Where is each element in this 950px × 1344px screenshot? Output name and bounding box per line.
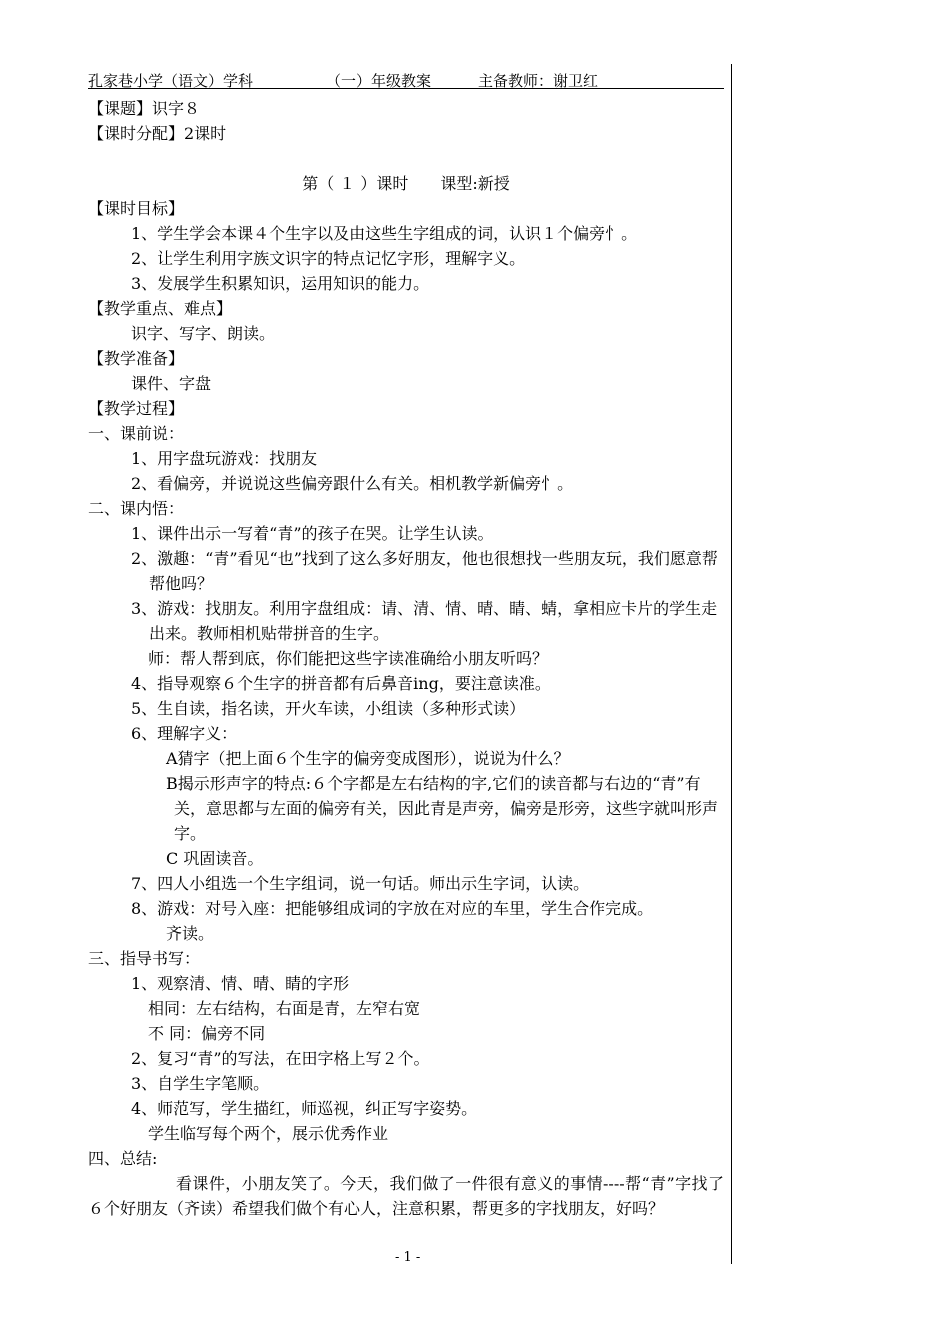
section-2-item: 4、指导观察６个生字的拼音都有后鼻音ing，要注意读准。 bbox=[131, 674, 551, 693]
section-3-detail: 不 同：偏旁不同 bbox=[148, 1024, 266, 1043]
section-2-item: 7、四人小组选一个生字组词，说一句话。师出示生字词，认读。 bbox=[131, 874, 590, 893]
lesson-topic: 【课题】识字８ bbox=[88, 99, 201, 118]
key-points-text: 识字、写字、朗读。 bbox=[131, 324, 276, 343]
section-3-detail: 学生临写每个两个，展示优秀作业 bbox=[148, 1124, 389, 1143]
preparation-text: 课件、字盘 bbox=[131, 374, 212, 393]
section-4-title: 四、总结: bbox=[88, 1149, 158, 1168]
section-3-item: 4、师范写，学生描红，师巡视，纠正写字姿势。 bbox=[131, 1099, 478, 1118]
section-3-detail: 相同：左右结构，右面是青，左窄右宽 bbox=[148, 999, 421, 1018]
header-school: 孔家巷小学（语文）学科 bbox=[88, 72, 254, 90]
section-2-title: 二、课内悟： bbox=[88, 499, 185, 518]
preparation-heading: 【教学准备】 bbox=[88, 349, 185, 368]
section-2-teacher-line: 师：帮人帮到底，你们能把这些字读准确给小朋友听吗？ bbox=[148, 649, 549, 668]
section-3-item: 1、观察清、情、晴、睛的字形 bbox=[131, 974, 350, 993]
process-heading: 【教学过程】 bbox=[88, 399, 185, 418]
page-number: - 1 - bbox=[395, 1250, 421, 1265]
section-1-item: 1、用字盘玩游戏：找朋友 bbox=[131, 449, 318, 468]
section-2-item: 3、游戏：找朋友。利用字盘组成：请、清、情、晴、睛、蜻，拿相应卡片的学生走出来。教师相机贴带拼音的生字。 bbox=[131, 599, 718, 643]
section-3-title: 三、指导书写： bbox=[88, 949, 201, 968]
section-2-subitem: B揭示形声字的特点:６个字都是左右结构的字,它们的读音都与右边的“青”有关，意思都与左面的偏旁有关，因此青是声旁，偏旁是形旁，这些字就叫形声字。 bbox=[166, 774, 719, 843]
section-1-item: 2、看偏旁，并说说这些偏旁跟什么有关。相机教学新偏旁忄。 bbox=[131, 474, 574, 493]
section-2-item-continuation: 齐读。 bbox=[166, 924, 215, 943]
goal-item: 1、学生学会本课４个生字以及由这些生字组成的词，认识１个偏旁忄。 bbox=[131, 224, 638, 243]
goal-item: 3、发展学生积累知识，运用知识的能力。 bbox=[131, 274, 430, 293]
lesson-periods: 【课时分配】2课时 bbox=[88, 124, 227, 143]
session-title: 第（ １ ）课时 课型:新授 bbox=[302, 174, 510, 193]
key-points-heading: 【教学重点、难点】 bbox=[88, 299, 233, 318]
section-2-item: 6、理解字义： bbox=[131, 724, 238, 743]
section-3-item: 2、复习“青”的写法，在田字格上写２个。 bbox=[131, 1049, 430, 1068]
section-2-item: 8、游戏：对号入座：把能够组成词的字放在对应的车里，学生合作完成。 bbox=[131, 899, 654, 918]
lesson-body bbox=[88, 96, 724, 1221]
section-2-subitem: C 巩固读音。 bbox=[166, 849, 264, 868]
section-2-subitem: A猜字（把上面６个生字的偏旁变成图形），说说为什么？ bbox=[166, 749, 570, 768]
section-2-item: 5、生自读，指名读，开火车读，小组读（多种形式读） bbox=[131, 699, 526, 718]
margin-rule bbox=[731, 64, 732, 1264]
goal-item: 2、让学生利用字族文识字的特点记忆字形，理解字义。 bbox=[131, 249, 526, 268]
section-2-item: 1、课件出示一写着“青”的孩子在哭。让学生认读。 bbox=[131, 524, 494, 543]
header-teacher: 主备教师：谢卫红 bbox=[478, 72, 599, 90]
spacer bbox=[88, 146, 724, 171]
section-2-item: 2、激趣：“青”看见“也”找到了这么多好朋友，他也很想找一些朋友玩，我们愿意帮帮他吗？ bbox=[131, 549, 718, 593]
summary-paragraph: 看课件，小朋友笑了。今天，我们做了一件很有意义的事情----帮“青”字找了６个好朋友（齐读）希望我们做个有心人，注意积累，帮更多的字找朋友，好吗？ bbox=[88, 1174, 724, 1218]
section-3-item: 3、自学生字笔顺。 bbox=[131, 1074, 270, 1093]
header-grade: （一）年级教案 bbox=[326, 72, 432, 90]
page-header bbox=[88, 70, 724, 89]
goals-heading: 【课时目标】 bbox=[88, 199, 185, 218]
section-1-title: 一、课前说： bbox=[88, 424, 185, 443]
